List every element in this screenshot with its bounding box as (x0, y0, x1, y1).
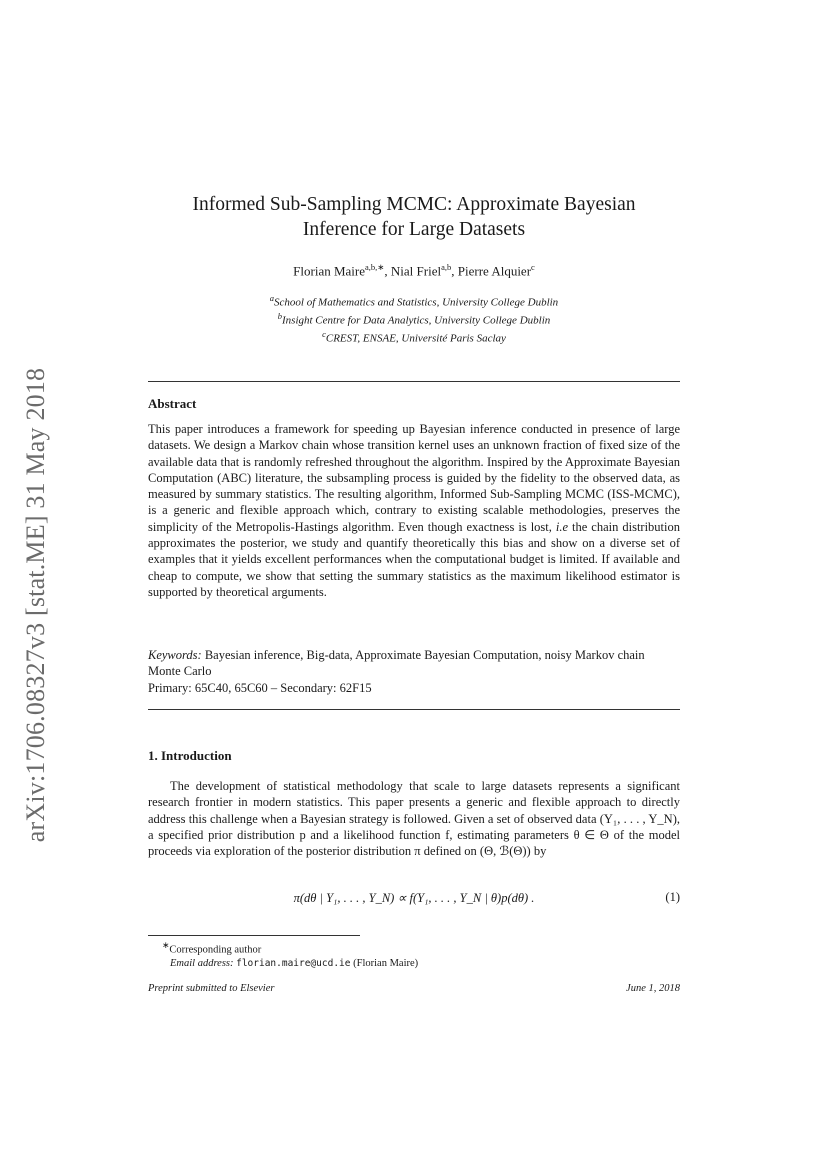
arxiv-identifier: arXiv:1706.08327v3 [stat.ME] 31 May 2018 (21, 367, 50, 843)
abstract-heading: Abstract (148, 396, 197, 411)
abstract-text-continued: the chain distribution approximates the posterior, we study and quantify theoretically this bias and show on a diverse set of examples that it yields excellent performances when the computational budget is limited. If available and cheap to compute, we show that setting the summary statistics as the maximum likelihood estimator is supported by theoretical arguments. (148, 519, 680, 599)
footer-date: June 1, 2018 (626, 983, 680, 994)
affiliation-mark: b (277, 311, 282, 322)
keywords-line (148, 647, 680, 680)
author-name: Pierre Alquier (457, 263, 532, 279)
footnote (148, 939, 680, 971)
author-marks: a,b,∗ (365, 262, 385, 272)
abstract-italic-text: i.e (555, 519, 569, 534)
affiliation-text: School of Mathematics and Statistics, University College Dublin (274, 296, 559, 309)
author-name: Florian Maire (293, 263, 365, 279)
affiliation (148, 292, 680, 310)
affiliation-mark: a (269, 293, 275, 303)
affiliation-list (148, 292, 680, 346)
equation-body: π(dθ | Y₁, . . . , Y_N) ∝ f(Y₁, . . . , Y_N | θ)p(dθ) . (293, 891, 535, 905)
footnote-corresponding (162, 939, 680, 957)
author-separator: , (451, 263, 458, 279)
author-list (148, 262, 680, 279)
abstract-bottom-rule (148, 709, 680, 710)
affiliation-text: Insight Centre for Data Analytics, University College Dublin (282, 314, 551, 327)
abstract-body (148, 421, 680, 600)
page-footer (148, 983, 680, 994)
email-label: Email address: (170, 958, 234, 969)
keywords-text: Bayesian inference, Big-data, Approximate Bayesian Computation, noisy Markov chain Monte Carlo (148, 648, 645, 679)
footnote-rule (148, 935, 360, 936)
equation-number: (1) (665, 890, 680, 904)
email-owner: (Florian Maire) (353, 958, 419, 969)
equation-1 (148, 890, 680, 908)
introduction-paragraph: The development of statistical methodology that scale to large datasets represents a significant research frontier in modern statistics. This paper presents a generic and flexible approach to directly address this challenge when a Bayesian strategy is followed. Given a set of observed data (Y₁, . . . , Y_N), a specified prior distribution p and a likelihood function f, estimating parameters θ ∈ Θ of the model proceeds via exploration of the posterior distribution π defined on (Θ, ℬ(Θ)) by (148, 779, 680, 859)
author-marks: a,b (441, 262, 452, 272)
author-marks: c (531, 262, 535, 272)
author-name: Nial Friel (390, 263, 442, 279)
keywords-label: Keywords: (148, 648, 202, 662)
msc-classification: Primary: 65C40, 65C60 – Secondary: 62F15 (148, 680, 372, 695)
email-address: florian.maire@ucd.ie (236, 958, 351, 969)
footnote-text: Corresponding author (169, 944, 262, 956)
abstract-top-rule (148, 381, 680, 382)
affiliation-text: CREST, ENSAE, Université Paris Saclay (325, 332, 506, 345)
title-line-2: Inference for Large Datasets (302, 219, 526, 240)
paper-title (148, 192, 680, 242)
abstract-text: This paper introduces a framework for speeding up Bayesian inference conducted in presence of large datasets. We design a Markov chain whose transition kernel uses an unknown fraction of fixed size of the available data that is randomly refreshed throughout the algorithm. Inspired by the Approximate Bayesian Computation (ABC) literature, the subsampling process is guided by the fidelity to the observed data, as measured by summary statistics. The resulting algorithm, Informed Sub-Sampling MCMC (ISS-MCMC), is a generic and flexible approach which, contrary to existing scalable methodologies, preserves the simplicity of the Metropolis-Hastings algorithm. Even though exactness is lost, (148, 422, 680, 534)
title-line-1: Informed Sub-Sampling MCMC: Approximate Bayesian (192, 194, 636, 215)
section-heading: 1. Introduction (148, 748, 232, 763)
footer-left: Preprint submitted to Elsevier (148, 983, 275, 994)
affiliation (148, 328, 680, 346)
author-separator: , (384, 263, 391, 279)
affiliation-mark: c (322, 329, 326, 340)
affiliation (148, 310, 680, 328)
footnote-email-line (162, 957, 680, 971)
footnote-mark: ∗ (162, 940, 170, 950)
keywords-block (148, 647, 680, 696)
